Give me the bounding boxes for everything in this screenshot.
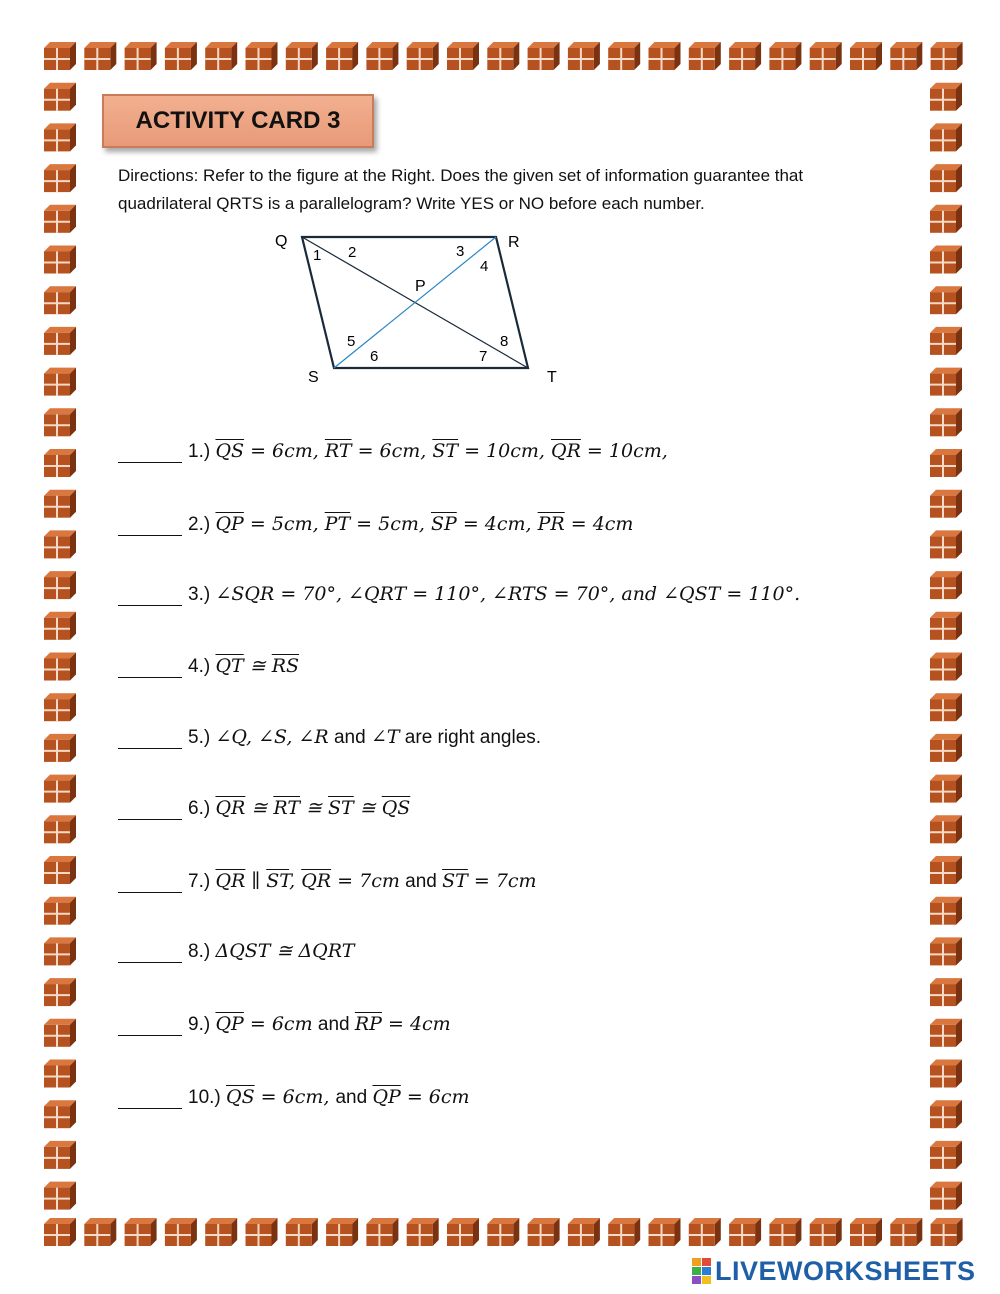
brick-block <box>44 734 76 762</box>
brick-block <box>44 612 76 640</box>
brick-block <box>931 1218 963 1246</box>
brick-block <box>810 1218 842 1246</box>
math-expression: = 6cm <box>400 1086 470 1108</box>
math-expression: = 6cm, <box>351 440 433 462</box>
brick-block <box>44 246 76 274</box>
question-statement <box>215 726 541 748</box>
math-expression: ≅ <box>245 797 274 819</box>
segment-label: $\overline{QS}$ <box>215 440 245 462</box>
question-item <box>118 1013 451 1036</box>
brick-block <box>44 368 76 396</box>
brick-block <box>729 42 761 70</box>
statement-text: and <box>312 1014 355 1035</box>
brick-block <box>930 368 962 396</box>
question-item <box>118 655 299 678</box>
brick-block <box>769 1218 801 1246</box>
brick-block <box>689 42 721 70</box>
brick-block <box>44 286 76 314</box>
segment-label: $\overline{QP}$ <box>215 1013 244 1035</box>
statement-text: and <box>328 727 371 748</box>
brick-block <box>930 449 962 477</box>
brick-block <box>407 42 439 70</box>
brick-block <box>890 1218 922 1246</box>
directions-text: Directions: Refer to the figure at the Right. Does the given set of information guarantee that quadrilateral QRTS is a parallelogram? Write YES or NO before each number. <box>118 166 804 213</box>
math-expression: , <box>289 870 302 892</box>
brick-block <box>930 1182 962 1210</box>
brick-block <box>44 83 76 111</box>
brick-block <box>84 42 116 70</box>
brick-block <box>930 1019 962 1047</box>
brick-block <box>568 1218 600 1246</box>
brick-block <box>205 42 237 70</box>
angle-label-6: 6 <box>370 348 379 365</box>
segment-label: $\overline{QR}$ <box>551 440 581 462</box>
answer-blank[interactable] <box>118 587 182 606</box>
statement-text: and <box>335 1087 373 1108</box>
segment-label: $\overline{RP}$ <box>354 1013 382 1035</box>
brick-block <box>407 1218 439 1246</box>
vertex-label-r: R <box>508 234 520 251</box>
math-expression: ∥ <box>245 870 267 892</box>
brick-block <box>930 978 962 1006</box>
brick-block <box>44 571 76 599</box>
brick-block <box>649 1218 681 1246</box>
segment-label: $\overline{QR}$ <box>215 870 246 892</box>
brick-block <box>890 42 922 70</box>
question-statement <box>215 870 536 892</box>
question-number: 5.) <box>188 727 211 748</box>
brick-block <box>649 42 681 70</box>
brick-block <box>930 856 962 884</box>
answer-blank[interactable] <box>118 944 182 963</box>
brick-block <box>930 612 962 640</box>
segment-label: $\overline{ST}$ <box>442 870 468 892</box>
parallelogram-figure <box>270 228 570 396</box>
brick-block <box>487 42 519 70</box>
math-expression: = 7cm <box>331 870 400 892</box>
math-expression: = 5cm, <box>350 513 431 535</box>
question-statement <box>215 797 410 819</box>
question-item <box>118 870 537 893</box>
segment-label: $\overline{ST}$ <box>432 440 459 462</box>
math-expression: ∠SQR = 70°, ∠QRT = 110°, ∠RTS = 70°, and ∠QST = 110°. <box>215 583 801 605</box>
brick-block <box>125 42 157 70</box>
brick-block <box>810 42 842 70</box>
brick-block <box>44 408 76 436</box>
statement-text: are right angles. <box>399 727 542 748</box>
question-item <box>118 583 800 606</box>
angle-label-1: 1 <box>313 247 322 264</box>
brick-block <box>44 1100 76 1128</box>
angle-label-5: 5 <box>347 333 356 350</box>
segment-label: $\overline{QP}$ <box>215 513 244 535</box>
answer-blank[interactable] <box>118 801 182 820</box>
brick-block <box>246 42 278 70</box>
brick-block <box>930 246 962 274</box>
brick-block <box>930 327 962 355</box>
math-expression: ≅ <box>300 797 329 819</box>
brick-block <box>44 897 76 925</box>
diagonal-rs <box>334 237 496 368</box>
brick-block <box>931 42 963 70</box>
brick-block <box>366 42 398 70</box>
brick-block <box>930 571 962 599</box>
angle-label-8: 8 <box>500 333 509 350</box>
question-number: 10.) <box>188 1087 221 1108</box>
segment-label: $\overline{ST}$ <box>328 797 354 819</box>
segment-label: $\overline{QP}$ <box>372 1086 401 1108</box>
segment-label: $\overline{PT}$ <box>324 513 351 535</box>
math-expression: ∠Q, ∠S, ∠R <box>215 726 329 748</box>
brick-block <box>326 1218 358 1246</box>
brick-block <box>44 693 76 721</box>
brick-block <box>608 42 640 70</box>
brick-block <box>930 653 962 681</box>
vertex-label-t: T <box>547 369 557 386</box>
brick-block <box>165 1218 197 1246</box>
brick-block <box>447 42 479 70</box>
question-item <box>118 797 410 820</box>
brick-block <box>930 286 962 314</box>
brick-block <box>326 42 358 70</box>
intersection-label-p: P <box>415 278 426 295</box>
brick-block <box>286 1218 318 1246</box>
liveworksheets-logo <box>692 1254 976 1288</box>
brick-block <box>608 1218 640 1246</box>
brick-block <box>44 815 76 843</box>
math-expression: = 6cm <box>243 1013 313 1035</box>
question-statement <box>215 513 633 535</box>
brick-block <box>246 1218 278 1246</box>
brick-block <box>84 1218 116 1246</box>
brick-block <box>769 42 801 70</box>
segment-label: $\overline{QS}$ <box>381 797 411 819</box>
math-expression: = 7cm <box>467 870 537 892</box>
question-statement <box>215 940 354 962</box>
brick-block <box>366 1218 398 1246</box>
answer-blank[interactable] <box>118 444 182 463</box>
brick-block <box>487 1218 519 1246</box>
math-expression: = 10cm, <box>458 440 551 462</box>
brick-block <box>930 123 962 151</box>
math-expression: = 4cm, <box>456 513 538 535</box>
segment-label: $\overline{PR}$ <box>537 513 565 535</box>
question-item <box>118 440 668 463</box>
brick-block <box>930 164 962 192</box>
brick-block <box>44 530 76 558</box>
question-number: 3.) <box>188 584 211 605</box>
question-number: 9.) <box>188 1014 211 1035</box>
question-statement <box>215 583 800 605</box>
logo-text: LIVEWORKSHEETS <box>715 1255 976 1286</box>
brick-block <box>528 1218 560 1246</box>
brick-block <box>568 42 600 70</box>
question-number: 2.) <box>188 514 211 535</box>
question-item <box>118 726 541 749</box>
brick-block <box>44 42 76 70</box>
segment-label: $\overline{QR}$ <box>215 797 246 819</box>
segment-label: $\overline{ST}$ <box>266 870 290 892</box>
answer-blank[interactable] <box>118 730 182 749</box>
brick-block <box>930 1141 962 1169</box>
brick-block <box>930 530 962 558</box>
brick-block <box>930 815 962 843</box>
question-item <box>118 940 354 963</box>
question-number: 4.) <box>188 656 211 677</box>
brick-block <box>930 897 962 925</box>
brick-block <box>44 775 76 803</box>
brick-block <box>44 449 76 477</box>
brick-block <box>930 1060 962 1088</box>
brick-block <box>930 1100 962 1128</box>
math-expression: ≅ <box>243 655 272 677</box>
brick-block <box>44 123 76 151</box>
answer-blank[interactable] <box>118 1017 182 1036</box>
brick-block <box>729 1218 761 1246</box>
math-expression: = 10cm, <box>580 440 668 462</box>
brick-block <box>930 408 962 436</box>
brick-block <box>930 734 962 762</box>
brick-block <box>44 1182 76 1210</box>
brick-block <box>205 1218 237 1246</box>
statement-text: and <box>399 871 443 892</box>
math-expression: ∠T <box>370 726 400 748</box>
segment-label: $\overline{QT}$ <box>215 655 244 677</box>
vertex-label-s: S <box>308 369 319 386</box>
math-expression: ≅ <box>353 797 382 819</box>
brick-block <box>44 327 76 355</box>
math-expression: = 5cm, <box>243 513 325 535</box>
math-expression: = 6cm, <box>244 440 325 462</box>
answer-blank[interactable] <box>118 517 182 536</box>
segment-label: $\overline{QS}$ <box>226 1086 255 1108</box>
brick-block <box>125 1218 157 1246</box>
brick-block <box>528 42 560 70</box>
math-expression: = 4cm <box>381 1013 451 1035</box>
brick-block <box>930 490 962 518</box>
question-statement <box>226 1086 470 1108</box>
angle-label-7: 7 <box>479 348 488 365</box>
brick-block <box>850 1218 882 1246</box>
segment-label: $\overline{SP}$ <box>430 513 457 535</box>
segment-label: $\overline{RT}$ <box>273 797 301 819</box>
answer-blank[interactable] <box>118 659 182 678</box>
brick-block <box>44 1141 76 1169</box>
brick-block <box>44 1019 76 1047</box>
math-expression: = 6cm, <box>254 1086 336 1108</box>
brick-block <box>44 164 76 192</box>
angle-label-3: 3 <box>456 243 465 260</box>
question-number: 7.) <box>188 871 211 892</box>
segment-label: $\overline{RS}$ <box>271 655 300 677</box>
question-statement <box>215 655 299 677</box>
brick-block <box>44 205 76 233</box>
segment-label: $\overline{RT}$ <box>324 440 352 462</box>
math-expression: = 4cm <box>564 513 634 535</box>
brick-block <box>930 775 962 803</box>
question-statement <box>215 440 667 462</box>
brick-block <box>850 42 882 70</box>
vertex-label-q: Q <box>275 233 288 250</box>
segment-label: $\overline{QR}$ <box>301 870 332 892</box>
logo-blocks-icon <box>692 1258 711 1284</box>
angle-label-2: 2 <box>348 244 357 261</box>
brick-block <box>44 856 76 884</box>
math-expression: ΔQST ≅ ΔQRT <box>215 940 355 962</box>
question-item <box>118 513 633 536</box>
angle-label-4: 4 <box>480 258 489 275</box>
brick-block <box>44 1060 76 1088</box>
brick-block <box>44 653 76 681</box>
brick-block <box>930 693 962 721</box>
brick-block <box>930 83 962 111</box>
question-number: 6.) <box>188 798 211 819</box>
brick-block <box>44 490 76 518</box>
brick-block <box>286 42 318 70</box>
answer-blank[interactable] <box>118 1090 182 1109</box>
question-number: 8.) <box>188 941 211 962</box>
question-item <box>118 1086 470 1109</box>
question-number: 1.) <box>188 441 211 462</box>
question-statement <box>215 1013 450 1035</box>
brick-block <box>44 937 76 965</box>
brick-block <box>447 1218 479 1246</box>
activity-card-title: ACTIVITY CARD 3 <box>102 94 374 148</box>
brick-block <box>689 1218 721 1246</box>
brick-block <box>165 42 197 70</box>
brick-block <box>44 1218 76 1246</box>
brick-block <box>930 205 962 233</box>
brick-block <box>930 937 962 965</box>
brick-block <box>44 978 76 1006</box>
answer-blank[interactable] <box>118 874 182 893</box>
